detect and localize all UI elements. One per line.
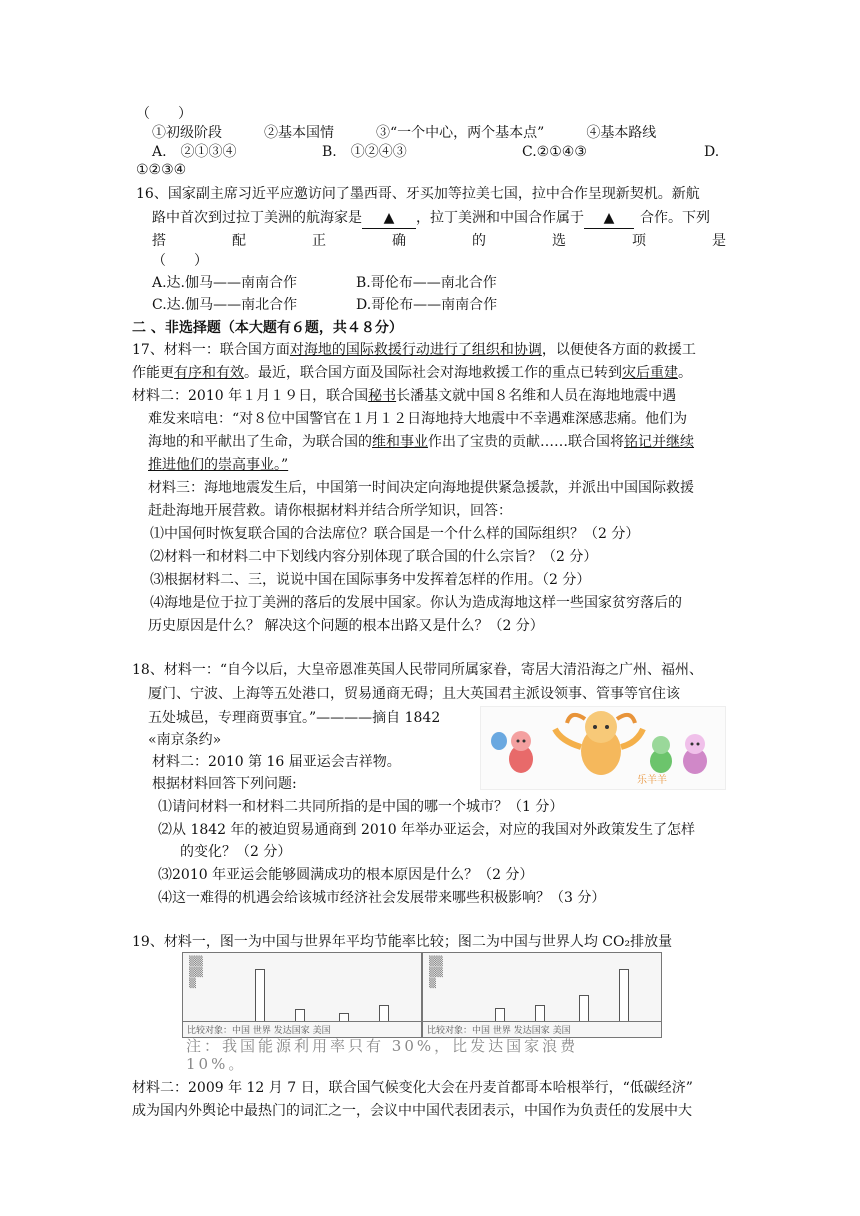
- chart-note-2: [186, 1054, 246, 1074]
- q17-underline: 铭记并继续: [624, 434, 694, 450]
- q17-question-3: ⑶根据材料二、三，说说中国在国际事务中发挥着怎样的作用。（2 分）: [150, 572, 591, 588]
- q16-line2: [152, 208, 710, 229]
- q15-choice-d-tail: ①②③④: [136, 162, 187, 178]
- q16-line3-char: 配: [232, 233, 246, 249]
- chart-bar-发达国家: [579, 995, 589, 1021]
- chart-y-axis-label: ▒▒▒▒▒: [429, 957, 443, 989]
- q17-text: 。: [678, 365, 692, 381]
- chart-bar-中国: [255, 969, 265, 1021]
- q17-underline: 灾后重建: [622, 365, 678, 381]
- chart-note-line2: 10%。: [186, 1055, 247, 1073]
- q16-line3-char: 确: [392, 233, 406, 249]
- q17-text: 17、材料一：联合国方面: [132, 342, 290, 358]
- q16-option-d: D.哥伦布——南南合作: [356, 297, 498, 313]
- q16-paren: （ ）: [152, 253, 208, 269]
- chart-baseline: [183, 1021, 421, 1022]
- q17-underline: 维和事业: [372, 434, 428, 450]
- q17-question-4a: ⑷海地是位于拉丁美洲的落后的发展中国家。你认为造成海地这样一些国家贫穷落后的: [150, 595, 682, 611]
- q18-m1-line2: 厦门、宁波、上海等五处港口，贸易通商无碍；且大英国君主派设领事、管事等官住该: [148, 686, 680, 702]
- q17-m3-line2: 赶赴海地开展营救。请你根据材料并结合所学知识，回答：: [148, 503, 512, 519]
- chart-bar-发达国家: [339, 1013, 349, 1021]
- q15-choice-a: A. ②①③④: [152, 144, 237, 160]
- q16-line3: [152, 231, 726, 251]
- q16-option-b: B.哥伦布——南北合作: [356, 275, 497, 291]
- triangle-icon: ▲: [383, 210, 395, 226]
- chart-note: [186, 1036, 578, 1056]
- q17-text: 作出了宝贵的贡献……联合国将: [428, 434, 624, 450]
- q18-question-2b: 的变化？（2 分）: [180, 844, 292, 860]
- answer-blank-1: [362, 208, 416, 229]
- q16-option-c: C.达.伽马——南北合作: [152, 297, 298, 313]
- q19-m1: 19、材料一，图一为中国与世界年平均节能率比较；图二为中国与世界人均 CO₂排放量: [132, 934, 673, 950]
- q17-text: 材料二：2010 年１月１９日，联合国: [132, 388, 369, 404]
- q18-m1-line4: «南京条约»: [148, 732, 222, 748]
- q17-m2-line4: 推进他们的崇高事业。”: [148, 457, 289, 473]
- q17-m1-line1: [132, 340, 696, 360]
- chart-bar-中国: [495, 1008, 505, 1021]
- section-title: 二 、非选择题（本大题有６题，共４８分）: [132, 320, 403, 336]
- q17-question-2: ⑵材料一和材料二中下划线内容分别体现了联合国的什么宗旨？（2 分）: [150, 549, 598, 565]
- q18-m2: 材料二：2010 第 16 届亚运会吉祥物。: [152, 754, 401, 770]
- q18-question-2a: ⑵从 1842 年的被迫贸易通商到 2010 年举办亚运会，对应的我国对外政策发生了怎样: [158, 822, 696, 838]
- q16-line2-c: 合作。下列: [640, 210, 710, 226]
- q16-line3-char: 的: [472, 233, 486, 249]
- chart-x-label: 比较对象：中国 世界 发达国家 美国: [427, 1026, 571, 1036]
- q15-options: ①初级阶段 ②基本国情 ③“一个中心，两个基本点” ④基本路线: [152, 125, 657, 141]
- chart-bar-美国: [379, 1005, 389, 1021]
- q19-m2-line1: 材料二：2009 年 12 月 7 日，联合国气候变化大会在丹麦首都哥本哈根举行，“低碳经济”: [132, 1080, 693, 1096]
- q15-choice-b: B. ①②④③: [322, 144, 407, 160]
- q18-question-4: ⑷这一难得的机遇会给该城市经济社会发展带来哪些积极影响？（3 分）: [158, 890, 606, 906]
- q18-m1-line1: 18、材料一：“自今以后，大皇帝恩准英国人民带同所属家眷，寄居大清沿海之广州、福州、: [132, 662, 703, 678]
- q17-text: 。最近，联合国方面及国际社会对海地救援工作的重点已转到: [244, 365, 622, 381]
- q16-line3-char: 是: [712, 233, 726, 249]
- chart-bar-世界: [295, 1009, 305, 1021]
- triangle-icon: ▲: [603, 210, 615, 226]
- q19-m2-line2: 成为国内外舆论中最热门的词汇之一，会议中中国代表团表示，中国作为负责任的发展中大: [132, 1103, 692, 1119]
- q17-m2-line1: [132, 386, 676, 406]
- q17-m2-line3: [148, 432, 694, 452]
- asian-games-mascot-image: [480, 706, 726, 790]
- chart-x-label: 比较对象：中国 世界 发达国家 美国: [187, 1026, 331, 1036]
- q15-paren: （ ）: [136, 106, 192, 122]
- chart-co2-per-capita: [422, 952, 662, 1038]
- q17-underline: 有序和有效: [174, 365, 244, 381]
- q18-question-3: ⑶2010 年亚运会能够圆满成功的根本原因是什么？（2 分）: [158, 867, 534, 883]
- answer-blank-2: [584, 208, 634, 229]
- q17-text: ，以便使各方面的救援工: [541, 342, 696, 358]
- q17-text: 长潘基文就中国８名维和人员在海地地震中遇: [396, 388, 677, 404]
- q18-question-1: ⑴请问材料一和材料二共同所指的是中国的哪一个城市？（1 分）: [158, 799, 564, 815]
- q17-underline: 对海地的国际救援行动进行了组织和协调: [289, 342, 542, 358]
- q18-prompt: 根据材料回答下列问题:: [152, 776, 297, 792]
- chart-bar-世界: [535, 1005, 545, 1021]
- q17-m1-line2: [132, 363, 692, 383]
- q16-line2-a: 路中首次到过拉丁美洲的航海家是: [152, 210, 362, 226]
- chart-bar-美国: [619, 969, 629, 1021]
- q17-m3-line1: 材料三：海地地震发生后，中国第一时间决定向海地提供紧急援款，并派出中国国际救援: [148, 480, 694, 496]
- q16-line3-char: 选: [552, 233, 566, 249]
- chart-note-line1: 注：我国能源利用率只有 30%，比发达国家浪费: [186, 1037, 579, 1055]
- chart-baseline: [423, 1021, 661, 1022]
- q16-line3-char: 搭: [152, 233, 166, 249]
- q18-m1-line3: 五处城邑，专理商贾事宜。”————摘自 1842: [148, 710, 441, 726]
- q17-m2-line2: 难发来唁电：“对８位中国警官在１月１２日海地持大地震中不幸遇难深感悲痛。他们为: [148, 411, 688, 427]
- q17-text: 海地的和平献出了生命，为联合国的: [148, 434, 372, 450]
- q17-question-4b: 历史原因是什么？ 解决这个问题的根本出路又是什么？（2 分）: [148, 618, 544, 634]
- q17-underline: 秘书: [368, 388, 397, 404]
- chart-energy-saving-rate: [182, 952, 422, 1038]
- q16-line3-char: 正: [312, 233, 326, 249]
- mascot-goats-icon: [481, 707, 725, 789]
- q17-text: 作能更: [132, 365, 174, 381]
- q16-line1: 16、国家副主席习近平应邀访问了墨西哥、牙买加等拉美七国，拉中合作呈现新契机。新航: [136, 186, 700, 202]
- chart-y-axis-label: ▒▒▒▒▒: [189, 957, 203, 989]
- q16-line2-b: ，拉丁美洲和中国合作属于: [416, 210, 584, 226]
- mascot-caption: 乐羊羊: [637, 775, 667, 786]
- q15-choice-d: D.: [704, 144, 720, 160]
- q16-option-a: A.达.伽马——南南合作: [152, 275, 298, 291]
- q15-choice-c: C.②①④③: [522, 144, 587, 160]
- q17-question-1: ⑴中国何时恢复联合国的合法席位？联合国是一个什么样的国际组织？（2 分）: [150, 526, 640, 542]
- q16-line3-char: 项: [632, 233, 646, 249]
